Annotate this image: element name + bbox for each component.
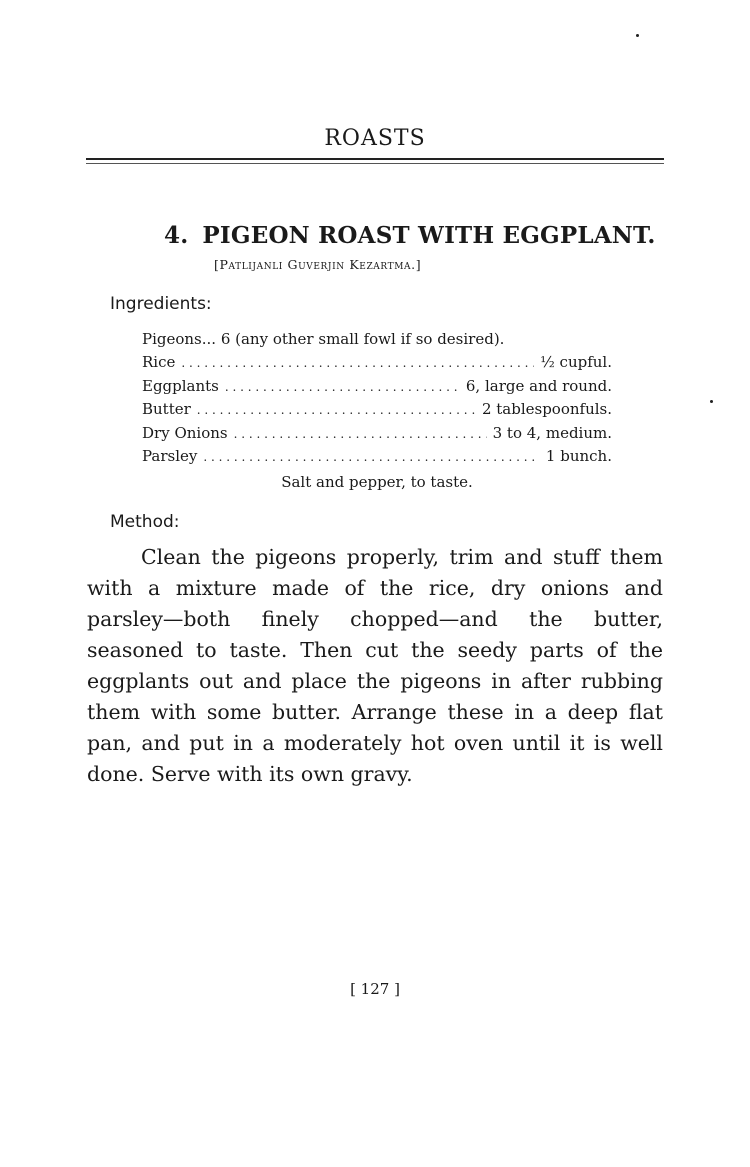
page-number: [ 127 ] bbox=[350, 980, 400, 998]
ingredient-quantity: 3 to 4, medium. bbox=[492, 423, 612, 442]
leader-dots bbox=[203, 450, 540, 464]
seasoning-note: Salt and pepper, to taste. bbox=[281, 473, 473, 491]
ingredient-quantity: ½ cupful. bbox=[540, 353, 612, 372]
header-double-rule bbox=[86, 158, 664, 166]
ingredient-name: Parsley bbox=[142, 446, 198, 465]
ingredient-name: Eggplants bbox=[142, 376, 219, 395]
ingredient-line-pigeons: Pigeons... 6 (any other small fowl if so desired). bbox=[142, 330, 505, 348]
recipe-title-text: PIGEON ROAST WITH EGGPLANT. bbox=[202, 222, 656, 249]
print-speck bbox=[710, 400, 713, 403]
recipe-title bbox=[164, 222, 664, 249]
ingredient-name: Rice bbox=[142, 353, 176, 372]
ingredient-quantity: 6, large and round. bbox=[465, 376, 612, 395]
ingredient-row bbox=[142, 447, 612, 470]
ingredient-list bbox=[142, 330, 612, 470]
leader-dots bbox=[225, 380, 460, 394]
running-head: ROASTS bbox=[324, 126, 426, 151]
header-rule-thin bbox=[86, 163, 664, 164]
ingredient-name: Butter bbox=[142, 400, 191, 419]
ingredient-row bbox=[142, 400, 612, 423]
ingredients-heading: Ingredients: bbox=[110, 294, 212, 314]
ingredient-row bbox=[142, 330, 612, 353]
print-speck bbox=[636, 34, 639, 37]
recipe-native-name: [Patlijanli Guverjin Kezartma.] bbox=[214, 257, 422, 272]
ingredient-row bbox=[142, 424, 612, 447]
header-rule-thick bbox=[86, 158, 664, 160]
leader-dots bbox=[197, 403, 476, 417]
ingredient-row bbox=[142, 353, 612, 376]
ingredient-quantity: 2 tablespoonfuls. bbox=[481, 400, 612, 419]
ingredient-row bbox=[142, 377, 612, 400]
method-heading: Method: bbox=[110, 512, 180, 532]
ingredient-name: Dry Onions bbox=[142, 423, 228, 442]
method-paragraph: Clean the pigeons properly, trim and stuff them with a mixture made of the rice, dry onions and parsley—both finely chopped—and the butter, seasoned to taste. Then cut the seedy parts of the eggplants out and place the pigeons in after rubbing them with some butter. Arrange these in a deep flat pan, and put in a moderately hot oven until it is well done. Serve with its own gravy. bbox=[87, 545, 663, 786]
recipe-number: 4. bbox=[164, 222, 189, 249]
ingredient-quantity: 1 bunch. bbox=[545, 446, 612, 465]
leader-dots bbox=[181, 356, 534, 370]
leader-dots bbox=[234, 427, 487, 441]
